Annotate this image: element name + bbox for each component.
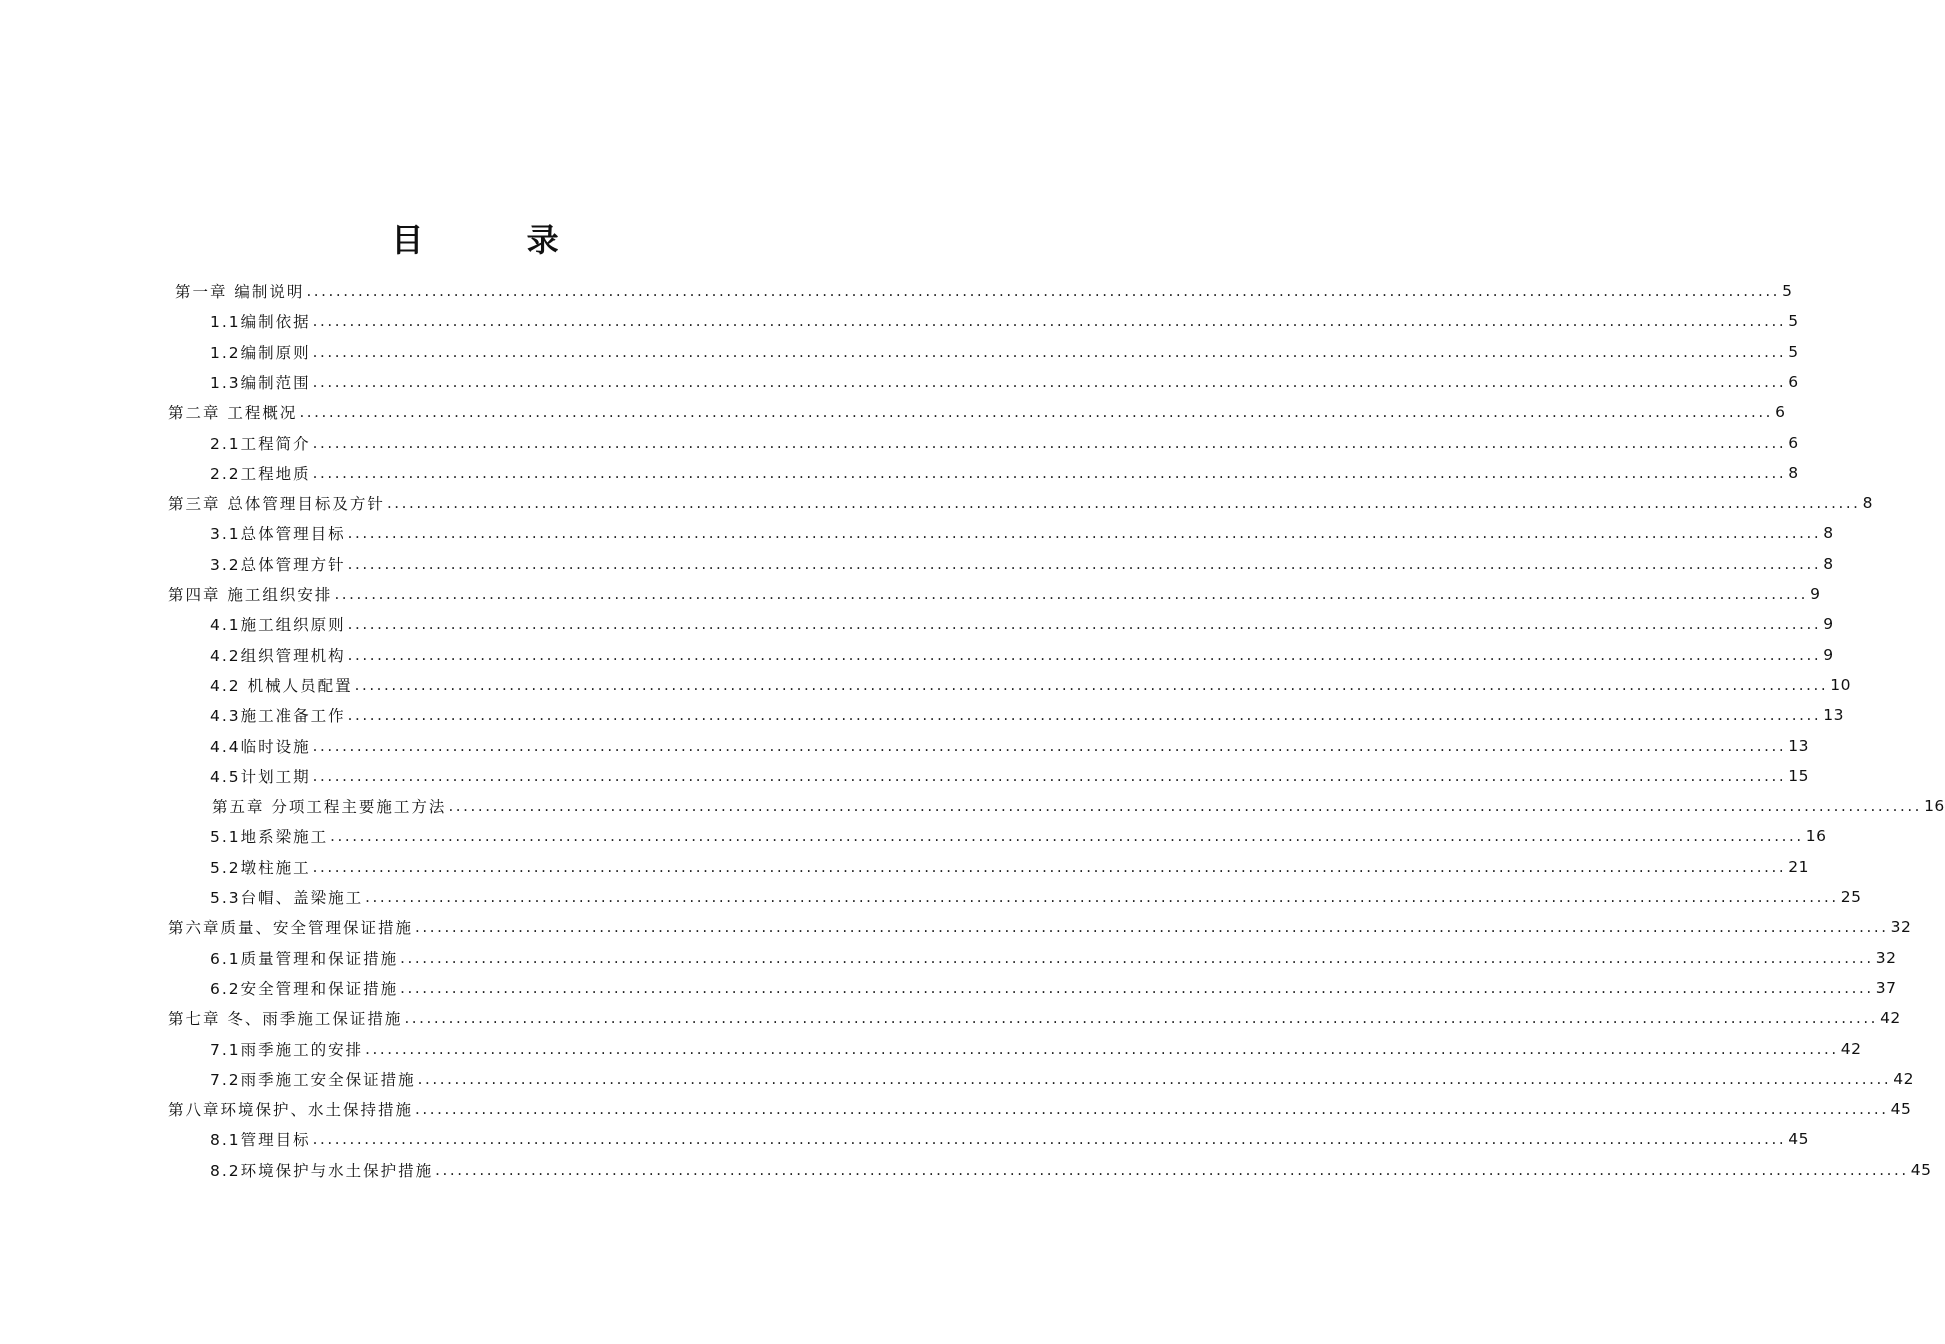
toc-entry-label: 7.1雨季施工的安排 <box>210 1040 364 1059</box>
toc-entry-page-number: 6 <box>1788 433 1799 452</box>
toc-entry-page-number: 8 <box>1823 524 1834 543</box>
toc-entry[interactable] <box>0 943 1897 973</box>
toc-entry-line <box>168 579 1821 609</box>
toc-entry-label: 4.4临时设施 <box>210 737 311 756</box>
toc-leader-dots: ........................................................................................................................................................................................................ <box>347 615 1822 634</box>
toc-entry-line <box>210 943 1897 973</box>
toc-entry-line <box>210 1064 1915 1094</box>
toc-entry-page-number: 25 <box>1840 888 1862 906</box>
toc-leader-dots: ........................................................................................................................................................................................................ <box>347 706 1822 725</box>
toc-entry-line <box>210 518 1834 548</box>
toc-entry-line <box>175 276 1793 306</box>
toc-entry-label: 第五章 分项工程主要施工方法 <box>212 798 447 817</box>
toc-entry-line <box>210 700 1845 730</box>
toc-leader-dots: ........................................................................................................................................................................................................ <box>299 403 1774 422</box>
toc-entry-label: 1.1编制依据 <box>210 313 311 332</box>
toc-entry-label: 6.2安全管理和保证措施 <box>210 979 399 998</box>
toc-entry-label: 5.3台帽、盖梁施工 <box>210 889 364 907</box>
toc-entry-label: 3.2总体管理方针 <box>210 555 346 574</box>
toc-entry-page-number: 5 <box>1788 312 1799 331</box>
toc-entry[interactable] <box>0 700 1845 730</box>
toc-entry[interactable] <box>0 882 1862 912</box>
toc-entry[interactable] <box>0 609 1834 639</box>
toc-entry-label: 5.2墩柱施工 <box>210 858 311 877</box>
toc-entry[interactable] <box>0 761 1810 791</box>
toc-entry-page-number: 42 <box>1893 1069 1915 1088</box>
toc-entry-label: 第一章 编制说明 <box>175 283 305 301</box>
toc-leader-dots: ........................................................................................................................................................................................................ <box>312 1130 1787 1149</box>
toc-entry[interactable] <box>0 821 1827 851</box>
toc-entry-line <box>210 428 1799 458</box>
toc-leader-dots: ........................................................................................................................................................................................................ <box>448 797 1923 816</box>
toc-entry-page-number: 16 <box>1924 797 1945 816</box>
toc-entry-line <box>210 761 1810 791</box>
toc-entry-line <box>210 731 1810 761</box>
toc-entry-page-number: 45 <box>1910 1160 1932 1179</box>
toc-entry-label: 第八章环境保护、水土保持措施 <box>168 1101 414 1120</box>
toc-entry-label: 8.2环境保护与水土保护措施 <box>210 1161 434 1180</box>
toc-leader-dots: ........................................................................................................................................................................................................ <box>312 372 1787 391</box>
toc-entry[interactable] <box>0 1094 1912 1124</box>
toc-entry-page-number: 42 <box>1880 1009 1901 1028</box>
toc-entry-line <box>210 337 1799 367</box>
toc-entry-page-number: 8 <box>1823 554 1834 573</box>
toc-leader-dots: ........................................................................................................................................................................................................ <box>312 342 1787 361</box>
toc-entry[interactable] <box>0 731 1810 761</box>
toc-entry[interactable] <box>0 973 1897 1003</box>
toc-entry[interactable] <box>0 640 1834 670</box>
toc-entry-label: 1.2编制原则 <box>210 343 311 362</box>
toc-entry-line <box>210 1155 1932 1185</box>
toc-leader-dots: ........................................................................................................................................................................................................ <box>312 463 1787 482</box>
toc-leader-dots: ........................................................................................................................................................................................................ <box>354 675 1829 694</box>
toc-entry-page-number: 32 <box>1890 918 1912 937</box>
toc-entry-page-number: 5 <box>1782 282 1793 300</box>
toc-entry[interactable] <box>0 912 1912 942</box>
toc-leader-dots: ........................................................................................................................................................................................................ <box>306 282 1781 300</box>
toc-entry-line <box>210 1034 1862 1064</box>
toc-entry-label: 第七章 冬、雨季施工保证措施 <box>168 1010 403 1029</box>
toc-entry-line <box>210 1124 1810 1154</box>
toc-entry-page-number: 45 <box>1788 1130 1810 1149</box>
toc-leader-dots: ........................................................................................................................................................................................................ <box>330 827 1804 846</box>
toc-entry-label: 6.1质量管理和保证措施 <box>210 949 399 968</box>
toc-leader-dots: ........................................................................................................................................................................................................ <box>404 1009 1879 1028</box>
toc-entry[interactable] <box>0 1124 1810 1154</box>
toc-entry-label: 第二章 工程概况 <box>168 404 298 423</box>
toc-entry-label: 第六章质量、安全管理保证措施 <box>168 919 414 938</box>
toc-entry-label: 4.1施工组织原则 <box>210 616 346 635</box>
toc-entry-label: 4.2 机械人员配置 <box>210 676 353 695</box>
toc-entry[interactable] <box>0 791 1945 821</box>
toc-entry-page-number: 16 <box>1805 827 1827 846</box>
toc-entry[interactable] <box>0 1034 1862 1064</box>
toc-entry[interactable] <box>0 549 1834 579</box>
toc-leader-dots: ........................................................................................................................................................................................................ <box>312 736 1787 755</box>
toc-entry-page-number: 13 <box>1788 736 1810 755</box>
toc-entry-label: 1.3编制范围 <box>210 373 311 392</box>
toc-entry[interactable] <box>0 337 1799 367</box>
toc-leader-dots: ........................................................................................................................................................................................................ <box>312 312 1787 331</box>
toc-entry[interactable] <box>0 1064 1915 1094</box>
toc-entry[interactable] <box>0 428 1799 458</box>
toc-entry-page-number: 6 <box>1788 372 1799 391</box>
toc-entry-page-number: 45 <box>1890 1100 1912 1119</box>
page-title: 目 录 <box>391 221 605 259</box>
toc-entry-label: 7.2雨季施工安全保证措施 <box>210 1070 416 1089</box>
toc-leader-dots: ........................................................................................................................................................................................................ <box>417 1069 1892 1088</box>
toc-entry[interactable] <box>0 397 1786 427</box>
toc-leader-dots: ........................................................................................................................................................................................................ <box>365 1039 1839 1058</box>
toc-entry[interactable] <box>0 579 1821 609</box>
toc-leader-dots: ........................................................................................................................................................................................................ <box>400 978 1874 997</box>
toc-leader-dots: ........................................................................................................................................................................................................ <box>386 494 1861 513</box>
toc-entry-page-number: 15 <box>1788 766 1810 785</box>
toc-entry-line <box>210 367 1799 397</box>
toc-entry-label: 8.1管理目标 <box>210 1131 311 1150</box>
toc-entry-line <box>210 852 1810 882</box>
toc-entry-page-number: 10 <box>1830 675 1851 694</box>
toc-entry[interactable] <box>0 306 1799 336</box>
toc-entry-line <box>168 397 1786 427</box>
toc-entry-label: 第三章 总体管理目标及方针 <box>168 495 385 514</box>
toc-entry-page-number: 42 <box>1840 1039 1862 1058</box>
toc-entry-page-number: 6 <box>1775 403 1786 422</box>
toc-entry[interactable] <box>0 670 1851 700</box>
toc-entry[interactable] <box>0 1003 1901 1033</box>
toc-leader-dots: ........................................................................................................................................................................................................ <box>347 645 1822 664</box>
toc-entry-page-number: 21 <box>1788 857 1810 876</box>
toc-entry-page-number: 32 <box>1875 948 1897 967</box>
toc-entry[interactable] <box>0 1155 1932 1185</box>
toc-entry[interactable] <box>0 458 1799 488</box>
toc-entry-page-number: 9 <box>1823 645 1834 664</box>
toc-entry-line <box>212 791 1945 821</box>
toc-entry-label: 2.2工程地质 <box>210 464 311 483</box>
toc-entry[interactable] <box>0 276 1793 306</box>
toc-entry-label: 3.1总体管理目标 <box>210 525 346 544</box>
toc-entry-line <box>210 640 1834 670</box>
toc-entry-page-number: 37 <box>1875 978 1897 997</box>
toc-entry-line <box>210 306 1799 336</box>
toc-leader-dots: ........................................................................................................................................................................................................ <box>415 1100 1889 1119</box>
toc-entry-label: 5.1地系梁施工 <box>210 828 329 847</box>
toc-entry-page-number: 8 <box>1788 463 1799 482</box>
toc-entry-line <box>210 549 1834 579</box>
toc-entry-page-number: 8 <box>1862 494 1873 513</box>
toc-entry-page-number: 9 <box>1823 615 1834 634</box>
toc-entry-label: 4.3施工准备工作 <box>210 707 346 726</box>
toc-entry-label: 4.5计划工期 <box>210 767 311 786</box>
toc-entry-line <box>210 458 1799 488</box>
toc-leader-dots: ........................................................................................................................................................................................................ <box>312 433 1787 452</box>
toc-entry[interactable] <box>0 518 1834 548</box>
toc-entry[interactable] <box>0 852 1810 882</box>
toc-entry-page-number: 5 <box>1788 342 1799 361</box>
toc-entry-label: 2.1工程简介 <box>210 434 311 453</box>
toc-leader-dots: ........................................................................................................................................................................................................ <box>415 918 1889 937</box>
toc-entry-label: 4.2组织管理机构 <box>210 646 346 665</box>
toc-entry-line <box>168 488 1873 518</box>
toc-entry-line <box>210 973 1897 1003</box>
toc-leader-dots: ........................................................................................................................................................................................................ <box>312 857 1787 876</box>
toc-entry-line <box>168 1003 1901 1033</box>
toc-entry-line <box>168 912 1912 942</box>
toc-entry-line <box>210 821 1827 851</box>
toc-entry[interactable] <box>0 488 1873 518</box>
toc-leader-dots: ........................................................................................................................................................................................................ <box>334 585 1809 603</box>
toc-entry-page-number: 9 <box>1810 585 1821 603</box>
toc-leader-dots: ........................................................................................................................................................................................................ <box>347 524 1822 543</box>
toc-entry-line <box>210 882 1862 912</box>
toc-leader-dots: ........................................................................................................................................................................................................ <box>435 1160 1909 1179</box>
toc-leader-dots: ........................................................................................................................................................................................................ <box>365 888 1839 906</box>
toc-entry-page-number: 13 <box>1823 706 1845 725</box>
toc-leader-dots: ........................................................................................................................................................................................................ <box>347 554 1822 573</box>
toc-entry-line <box>210 670 1851 700</box>
toc-entry-label: 第四章 施工组织安排 <box>168 586 333 604</box>
toc-leader-dots: ........................................................................................................................................................................................................ <box>312 766 1787 785</box>
toc-entry[interactable] <box>0 367 1799 397</box>
toc-leader-dots: ........................................................................................................................................................................................................ <box>400 948 1874 967</box>
toc-entry-line <box>168 1094 1912 1124</box>
toc-entry-line <box>210 609 1834 639</box>
